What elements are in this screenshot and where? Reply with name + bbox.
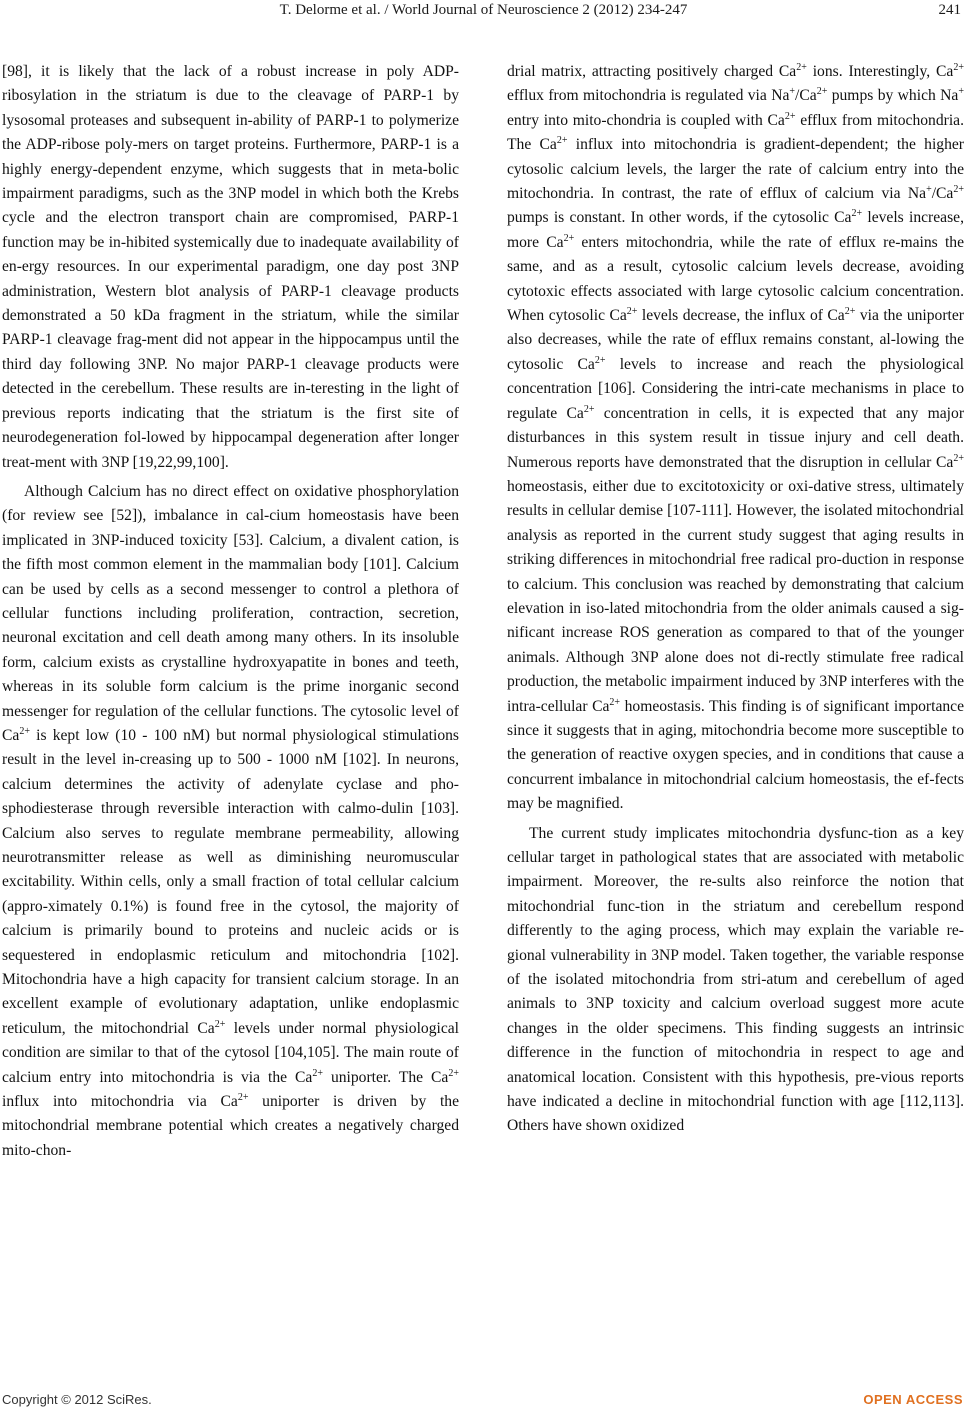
open-access-label: OPEN ACCESS xyxy=(863,1392,963,1407)
superscript: + xyxy=(958,86,964,98)
superscript: 2+ xyxy=(563,232,575,244)
superscript: 2+ xyxy=(626,306,638,318)
superscript: 2+ xyxy=(609,696,621,708)
copyright-notice: Copyright © 2012 SciRes. xyxy=(2,1392,152,1407)
superscript: 2+ xyxy=(594,354,606,366)
superscript: 2+ xyxy=(844,306,856,318)
superscript: 2+ xyxy=(796,62,807,73)
left-column xyxy=(2,60,459,1163)
paragraph: [98], it is likely that the lack of a robust increase in poly ADP-ribosylation in the striatum is due to the cleavage of PARP-1 by lysosomal proteases and subsequent in-ability of PARP-1 to polymerize the ADP-ribose poly-mers on target proteins. Furthermore, PARP-1 is a highly energy-dependent enzyme, which suggests that in meta-bolic impairment paradigms, such as the 3NP model in which both the Krebs cycle and the electron transport chain are compromised, PARP-1 function may be in-hibited systemically due to inadequate availability of en-ergy resources. In our experimental paradigm, one day post 3NP administration, Western blot analysis of PARP-1 cleavage products demonstrated a 50 kDa fragment in the striatum, while the similar PARP-1 cleavage frag-ment did not appear in the hippocampus until the third day following 3NP. No major PARP-1 cleavage products were detected in the cerebellum. These results are in-teresting in the light of previous reports indicating that the striatum is the first site of neurodegeneration fol-lowed by hippocampal degeneration after longer treat-ment with 3NP [19,22,99,100]. xyxy=(2,63,459,471)
paragraph: The current study implicates mitochondria dysfunc-tion as a key cellular target in pathological states that are associated with metabolic impairment. Moreover, the re-sults also reinforce the notion that mitochondrial func-tion in the striatum and cerebellum respond differently to the aging process, which may explain the variable re-gional vulnerability in 3NP model. Taken together, the variable response of the isolated mitochondria from stri-atum and cerebellum of aged animals to 3NP toxicity and calcium overload suggest more acute changes in the older specimens. This finding suggests an intrinsic difference in the function of mitochondria in respect to age and anatomical location. Consistent with this hypothesis, pre-vious reports have indicated a decline in mitochondrial function with age [112,113]. Others have shown oxidized xyxy=(507,824,964,1135)
page-footer xyxy=(0,1392,967,1414)
superscript: 2+ xyxy=(953,452,964,464)
superscript: 2+ xyxy=(312,1067,323,1079)
superscript: 2+ xyxy=(237,1092,249,1104)
page-number: 241 xyxy=(938,2,961,18)
superscript: 2+ xyxy=(851,208,863,220)
running-head: T. Delorme et al. / World Journal of Neuroscience 2 (2012) 234-247 xyxy=(279,2,688,18)
superscript: + xyxy=(789,86,796,98)
paragraph: Although Calcium has no direct effect on oxidative phosphorylation (for review see [52]), imbalance in cal-cium homeostasis have been implicated in 3NP-induced toxicity [53]. Calcium, a divalent cation, is the fifth most common element in the mammalian body [101]. Calcium can be used by cells as a second messenger to control a plethora of cellular functions including proliferation, contraction, secretion, neuronal excitation and cell death among many others. In its insoluble form, calcium exists as crystalline hydroxyapatite in bones and teeth, whereas in its soluble form calcium is the prime inorganic second messenger for regulation of the cellular functions. The cytosolic level of $Ca^{2+}$ is kept low (10 - 100 nM) but normal physiological stimulations result in the level in-creasing up to 500 - 1000 nM [102]. In neurons, calcium determines the activity of adenylate cyclase and pho-sphodiesterase through reversible interaction with calmo-dulin [103]. Calcium also serves to regulate membrane permeability, allowing neurotransmitter release as well as diminishing neuromuscular excitability. Within cells, only a small fraction of total cellular calcium (appro-ximately 0.1%) is found free in the cytosol, the majority of calcium is primarily bound to proteins and nucleic acids or is sequestered in endoplasmic reticulum and mitochondria [102]. Mitochondria have a high capacity for transient calcium storage. In an excellent example of evolutionary adaptation, unlike endoplasmic reticulum, the mitochondrial $Ca^{2+}$ levels under normal physiological condition are similar to that of the cytosol [104,105]. The main route of calcium entry into mitochondria is via the $Ca^{2+}$ uniporter. The $Ca^{2+}$ influx into mitochondria via $Ca^{2+}$ uniporter is driven by the mitochondrial membrane potential which creates a negatively charged mito-chon- xyxy=(2,482,459,1159)
superscript: 2+ xyxy=(953,184,964,196)
superscript: 2+ xyxy=(556,135,568,147)
superscript: 2+ xyxy=(784,110,796,122)
superscript: + xyxy=(926,184,932,196)
superscript: 2+ xyxy=(816,86,828,98)
paragraph: drial matrix, attracting positively charged $Ca^{2+}$ ions. Interestingly, $Ca^{2+}$ efflux from mitochondria is regulated via $Na^+/Ca^{2+}$ pumps by which Na+ entry into mito-chondria is coupled with $Ca^{2+}$ efflux from mitochondria. The $Ca^{2+}$ influx into mitochondria is gradient-dependent; the higher cytosolic calcium levels, the larger the rate of calcium entry into the mitochondria. In contrast, the rate of efflux of calcium via $Na^+/Ca^{2+}$ pumps is constant. In other words, if the cytosolic $Ca^{2+}$ levels increase, more $Ca^{2+}$ enters mitochondria, while the rate of efflux re-mains the same, and as a result, cytosolic calcium levels decrease, avoiding cytotoxic effects associated with large cytosolic calcium concentration. When cytosolic $Ca^{2+}$ levels decrease, the influx of $Ca^{2+}$ via the uniporter also decreases, while the rate of efflux remains constant, al-lowing the cytosolic $Ca^{2+}$ levels to increase and reach the physiological concentration [106]. Considering the intri-cate mechanisms in place to regulate $Ca^{2+}$ concentration in cells, it is expected that any major disturbances in this system result in tissue injury and cell death. Numerous reports have demonstrated that the disruption in cellular $Ca^{2+}$ homeostasis, either due to excitotoxicity or oxi-dative stress, ultimately results in cellular demise [107-111]. However, the isolated mitochondrial analysis as reported in the current study suggest that aging results in striking differences in mitochondrial free radical pro-duction in response to calcium. This conclusion was reached by demonstrating that calcium elevation in iso-lated mitochondria from the older animals caused a sig-nificant increase ROS generation as compared to that of the younger animals. Although 3NP alone does not di-rectly stimulate free radical production, the metabolic impairment induced by 3NP interferes with the intra-cellular $Ca^{2+}$ homeostasis. This finding is of significant importance since it suggests that in aging, mitochondria become more susceptible to the generation of reactive oxygen species, and in conditions that cause a concurrent imbalance in mitochondrial calcium homeostasis, the ef-fects may be magnified. xyxy=(507,62,965,813)
superscript: 2+ xyxy=(583,403,595,415)
superscript: 2+ xyxy=(19,725,30,737)
superscript: 2+ xyxy=(953,62,964,73)
right-column xyxy=(507,60,964,1139)
page-header xyxy=(0,0,967,40)
superscript: 2+ xyxy=(448,1067,459,1079)
superscript: 2+ xyxy=(214,1018,226,1030)
